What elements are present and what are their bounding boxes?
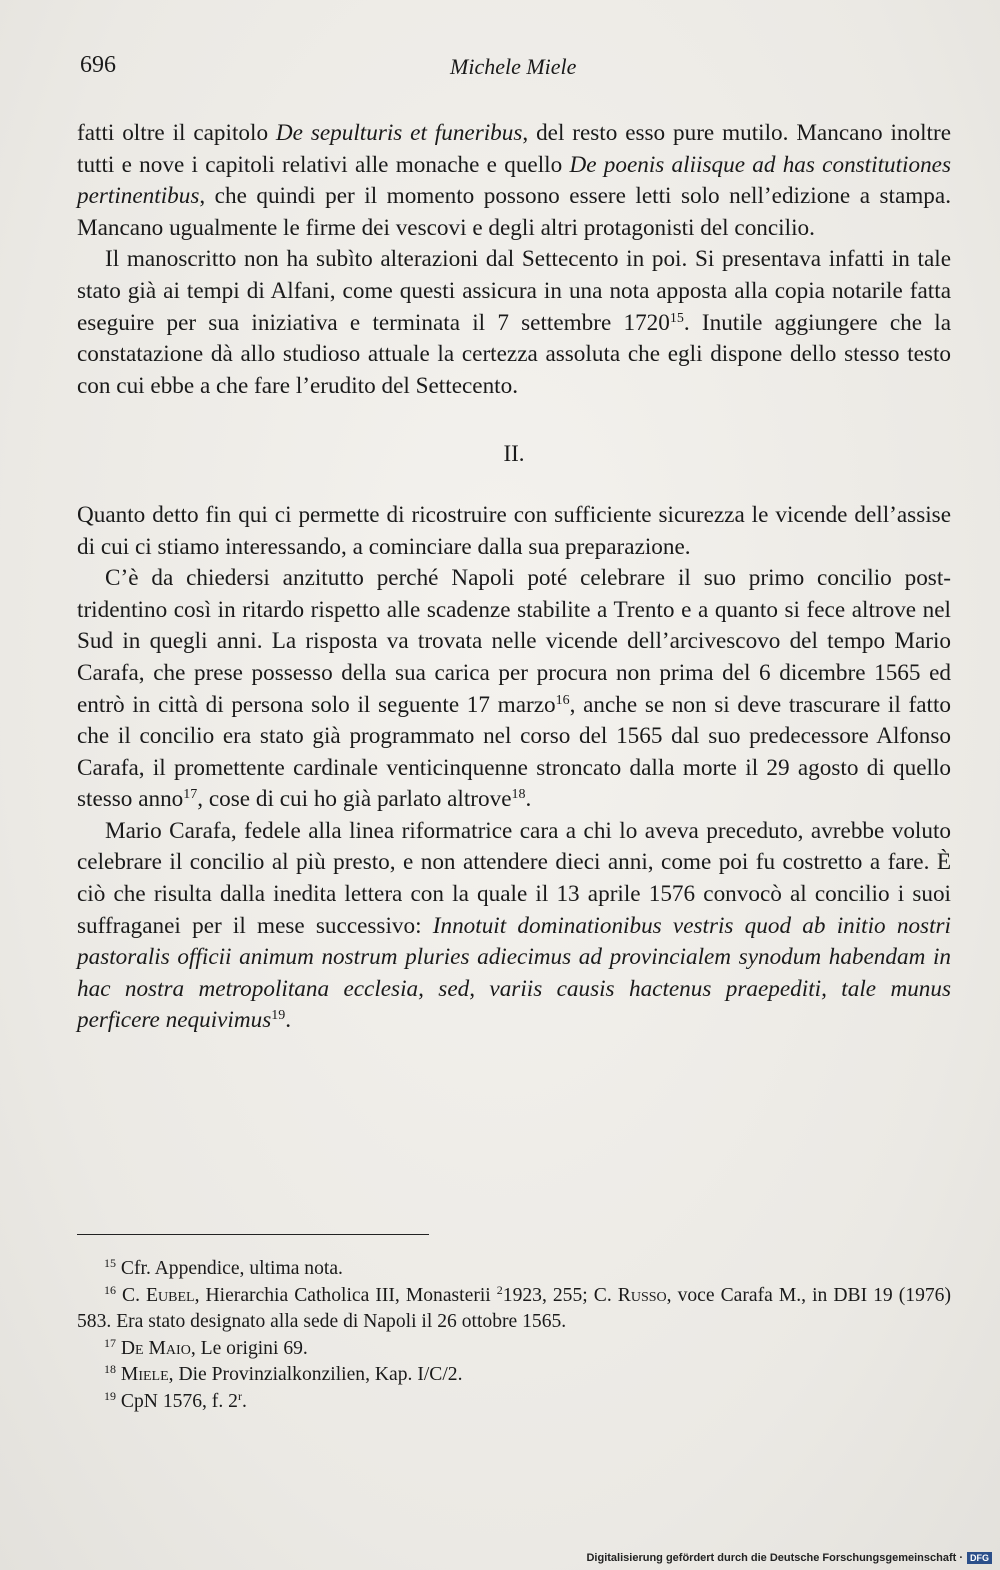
footnote-ref[interactable]: 17 [183,787,198,803]
paragraph: Mario Carafa, fedele alla linea riformatrice cara a chi lo aveva preceduto, avrebbe voluto celebrare il concilio al più presto, e non attendere dieci anni, come poi fu costretto a fare. È ciò che risulta dalla inedita lettera con la quale il 13 aprile 1576 convocò al concilio i suoi suffraganei per il mese successivo: Innotuit dominationibus vestris quod ab initio nostri pastoralis officii animum nostrum pluries adiecimus ad provincialem synodum habendam in hac nostra metropolitana ecclesia, sed, variis causis hactenus praepediti, tale munus perficere nequivimus$^{19}$. [77,817,951,1034]
footnote-ref[interactable]: 16 [555,692,570,708]
footnote-divider [77,1234,429,1235]
footnote: $^{19}$ CpN 1576, f. 2$^r$. [104,1388,247,1412]
footnote: $^{18}$ Miele, Die Provinzialkonzilien, Kap. I/C/2. [104,1362,463,1386]
running-title: Michele Miele [450,54,577,79]
footnote-ref[interactable]: 18 [511,787,526,803]
paragraph: C’è da chiedersi anzitutto perché Napoli poté celebrare il suo primo concilio post-tridentino così in ritardo rispetto alle scadenze stabilite a Trento e a quanto si fece altrove nel Sud in quegli anni. La risposta va trovata nelle vicende dell’arcivescovo del tempo Mario Carafa, che prese possesso della sua carica per procura non prima del 6 dicembre 1565 ed entrò in città di persona solo il seguente 17 marzo$^{16}$, anche se non si deve trascurare il fatto che il concilio era stato già programmato nel corso del 1565 dal suo predecessore Alfonso Carafa, il promettente cardinale venticinquenne stroncato dalla morte il 29 agosto di quello stesso anno$^{17}$, cose di cui ho già parlato altrove$^{18}$. [77,565,951,813]
footnote: $^{16}$ C. Eubel, Hierarchia Catholica III, Monasterii $^2$1923, 255; C. Russo, voce Carafa M., in DBI 19 (1976) 583. Era stato designato alla sede di Napoli il 26 ottobre 1565. [77,1282,951,1333]
credit-text: Digitalisierung gefördert durch die Deutsche Forschungsgemeinschaft · [586,1552,963,1564]
footnote-ref[interactable]: 19 [271,1008,286,1024]
section-heading: II. [503,441,525,467]
footnote: $^{15}$ Cfr. Appendice, ultima nota. [104,1256,343,1279]
digitization-credit [586,1552,992,1564]
page-header [80,52,950,82]
footnote-ref[interactable]: 15 [669,310,684,326]
footnote: $^{17}$ De Maio, Le origini 69. [104,1335,308,1359]
main-text [77,118,951,1037]
paragraph: Il manoscritto non ha subìto alterazioni dal Settecento in poi. Si presentava infatti in tale stato già ai tempi di Alfani, come questi assicura in una nota apposta alla copia notarile fatta eseguire per sua iniziativa e terminata il 7 settembre 1720$^{15}$. Inutile aggiungere che la constatazione dà allo studioso attuale la certezza assoluta che egli dispone dello stesso testo con cui ebbe a che fare l’erudito del Settecento. [77,246,952,399]
page-number: 696 [80,52,116,78]
dfg-logo-icon: DFG [967,1552,992,1564]
paragraph: fatti oltre il capitolo De sepulturis et funeribus, del resto esso pure mutilo. Mancano inoltre tutti e nove i capitoli relativi alle monache e quello De poenis aliisque ad has constitutiones pertinentibus, che quindi per il momento possono essere letti solo nell’edizione a stampa. Mancano ugualmente le firme dei vescovi e degli altri protagonisti del concilio. [77,120,951,241]
paragraph: Quanto detto fin qui ci permette di ricostruire con sufficiente sicurezza le vicende dell’assise di cui ci stiamo interessando, a cominciare dalla sua preparazione. [77,501,951,560]
footnotes [77,1256,951,1416]
